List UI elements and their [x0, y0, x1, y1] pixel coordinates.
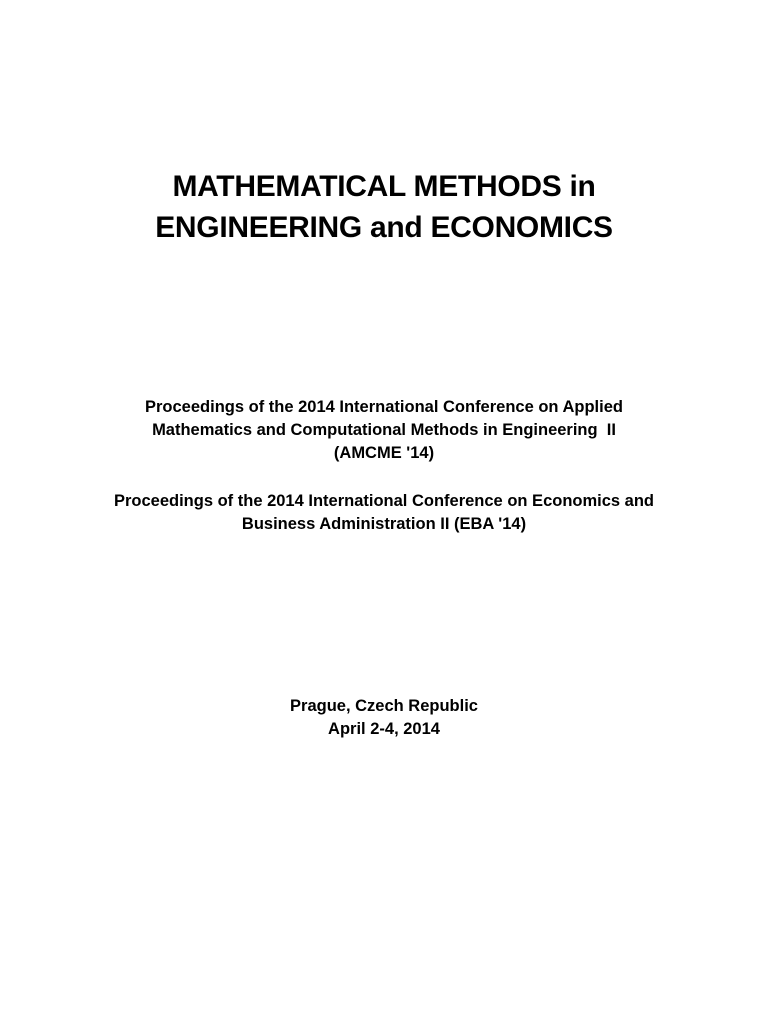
proceedings-amcme-line-2: Mathematics and Computational Methods in Engineering II — [152, 421, 616, 439]
title-line-2: ENGINEERING and ECONOMICS — [155, 211, 613, 244]
proceedings-eba-line-1: Proceedings of the 2014 International Conference on Economics and — [113, 492, 655, 510]
title-line-1: MATHEMATICAL METHODS in — [172, 170, 596, 203]
proceedings-amcme-line-3: (AMCME '14) — [333, 444, 435, 462]
conference-venue — [0, 695, 768, 741]
proceedings-eba-line-2: Business Administration II (EBA '14) — [241, 515, 527, 533]
document-title — [0, 166, 768, 248]
proceedings-eba — [0, 490, 768, 536]
proceedings-amcme — [0, 396, 768, 465]
proceedings-amcme-line-1: Proceedings of the 2014 International Conference on Applied — [145, 398, 623, 416]
conference-dates: April 2-4, 2014 — [328, 720, 440, 738]
conference-location: Prague, Czech Republic — [290, 697, 478, 715]
